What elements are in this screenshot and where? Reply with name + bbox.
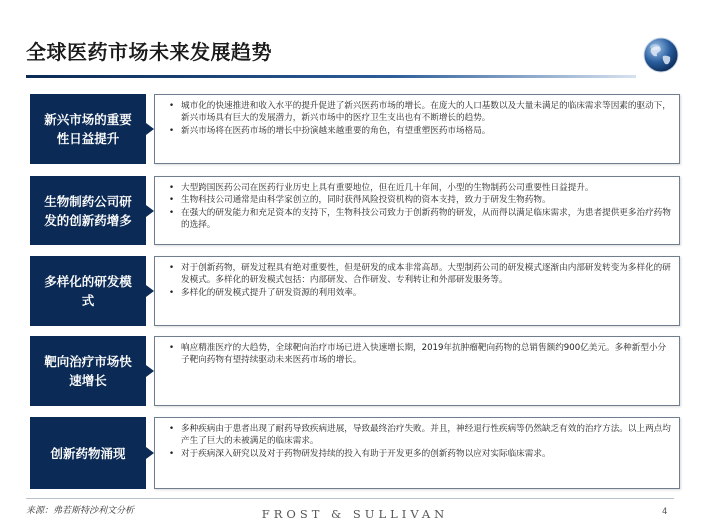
trend-description — [154, 176, 680, 245]
trend-label: 生物制药公司研发的创新药增多 — [30, 176, 146, 245]
trend-label: 创新药物涌现 — [30, 417, 146, 489]
bullet-point: • 在强大的研发能力和充足资本的支持下，生物科技公司致力于创新药物的研发，从而得以满足临床需求，为患者提供更多治疗药物的选择。 — [169, 207, 671, 232]
trend-row — [30, 94, 682, 164]
pointer-arrow — [146, 365, 154, 377]
bullet-point: • 城市化的快速推进和收入水平的提升促进了新兴医药市场的增长。在庞大的人口基数以及大量未满足的临床需求等因素的驱动下，新兴市场具有巨大的发展潜力，新兴市场中的医疗卫生支出也有不断增长的趋势。 — [169, 100, 671, 125]
trend-row — [30, 417, 682, 489]
pointer-arrow — [146, 205, 154, 217]
globe-icon — [642, 36, 680, 74]
trend-label: 靶向治疗市场快速增长 — [30, 336, 146, 406]
bullet-point: • 生物科技公司通常是由科学家创立的，同时获得风险投资机构的资本支持，致力于研发生物药物。 — [169, 194, 671, 206]
trend-description — [154, 256, 680, 326]
brand-wordmark: FROST & SULLIVAN — [261, 507, 449, 521]
bullet-point: • 对于创新药物，研发过程具有绝对重要性，但是研发的成本非常高昂。大型制药公司的研发模式逐渐由内部研发转变为多样化的研发模式。多样化的研发模式包括：内部研发、合作研发、专利转让和外部研发服务等。 — [169, 262, 671, 287]
bullet-point: • 大型跨国医药公司在医药行业历史上具有重要地位，但在近几十年间，小型的生物制药公司重要性日益提升。 — [169, 182, 671, 194]
bullet-point: • 响应精准医疗的大趋势，全球靶向治疗市场已进入快速增长期，2019年抗肿瘤靶向药物的总销售额约900亿美元。多种新型小分子靶向药物有望持续驱动未来医药市场的增长。 — [169, 342, 671, 367]
bullet-point: • 多种疾病由于患者出现了耐药导致疾病进展，导致最终治疗失败。并且，神经退行性疾病等仍然缺乏有效的治疗方法。以上两点均产生了巨大的未被满足的临床需求。 — [169, 423, 671, 448]
trend-description — [154, 417, 680, 489]
footer-divider — [26, 498, 674, 499]
trend-description — [154, 336, 680, 406]
bullet-point: • 多样化的研发模式提升了研发资源的利用效率。 — [169, 287, 671, 299]
pointer-arrow — [146, 447, 154, 459]
pointer-arrow — [146, 285, 154, 297]
trend-row — [30, 256, 682, 326]
trend-row — [30, 336, 682, 406]
title-underline — [26, 75, 636, 78]
trend-label: 新兴市场的重要性日益提升 — [30, 94, 146, 164]
trend-row — [30, 176, 682, 245]
trend-description — [154, 94, 680, 164]
bullet-point: • 新兴市场将在医药市场的增长中扮演越来越重要的角色，有望重塑医药市场格局。 — [169, 125, 671, 137]
page-number: 4 — [662, 507, 668, 517]
page-title: 全球医药市场未来发展趋势 — [26, 40, 272, 64]
source-note: 来源：弗若斯特沙利文分析 — [26, 506, 135, 516]
bullet-point: • 对于疾病深入研究以及对于药物研发持续的投入有助于开发更多的创新药物以应对实际临床需求。 — [169, 448, 671, 460]
pointer-arrow — [146, 123, 154, 135]
trend-label: 多样化的研发模式 — [30, 256, 146, 326]
